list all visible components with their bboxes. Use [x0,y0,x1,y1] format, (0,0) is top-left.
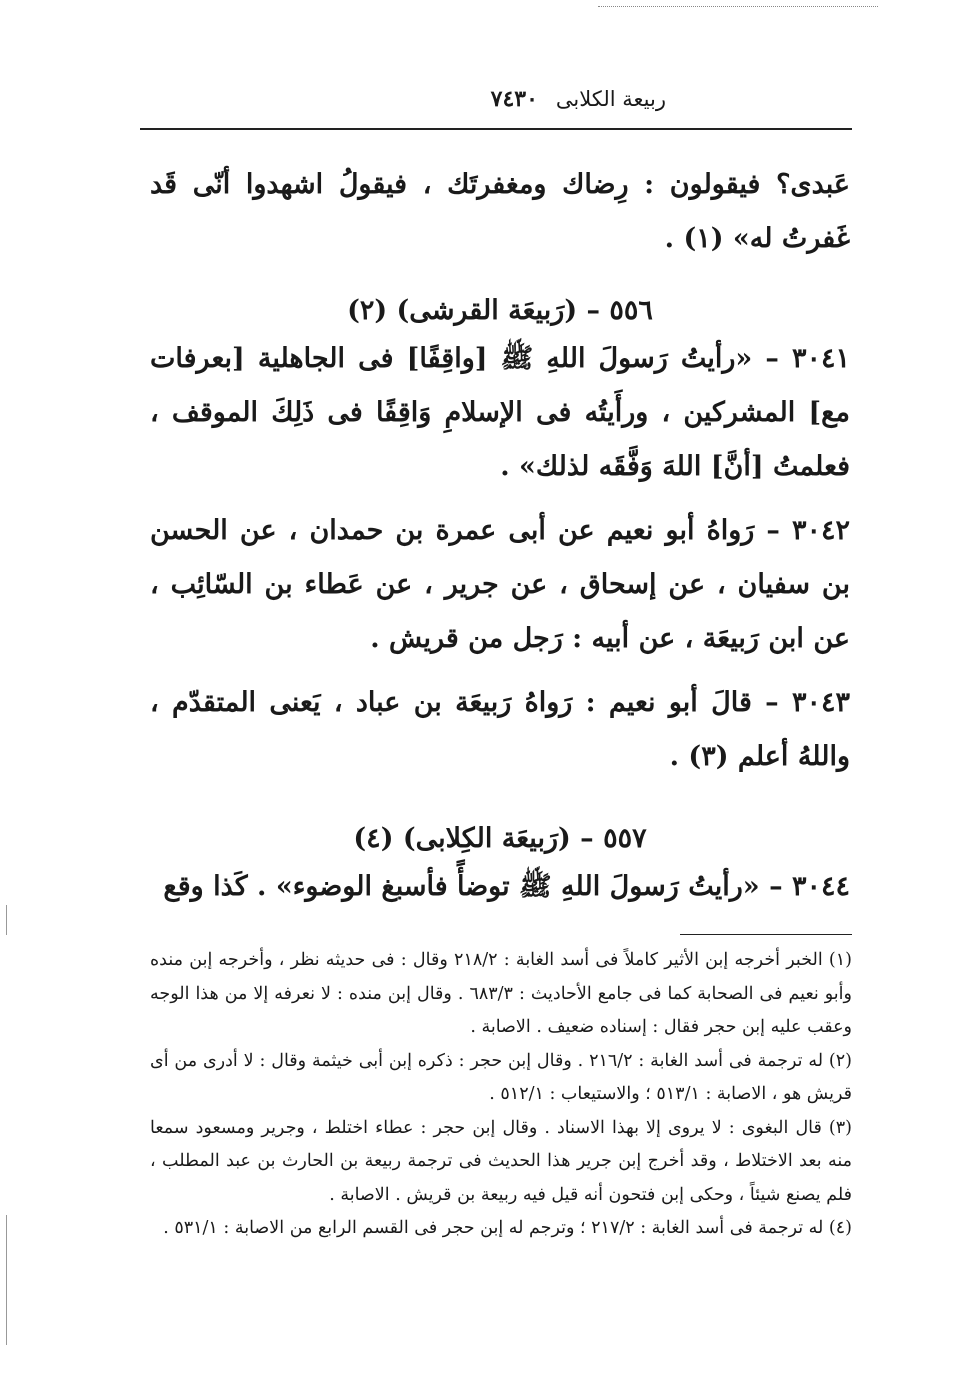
entry-heading-556: ٥٥٦ – (رَبيعَة القرشى) (٢) [347,295,653,326]
page-number: ٧٤٣٠ [490,86,538,112]
page-header [140,86,852,126]
footnote-2: (٢) له ترجمة فى أسد الغابة : ٢١٦/٢ . وقال إبن حجر : ذكره إبن أبى خيثمة وقال : لا أدرى من أى قريش هو ، الاصابة : ٥١٣/١ ؛ والاستيعاب : ٥١٢/١ . [150,1050,852,1104]
hadith-3042: ٣٠٤٢ – رَواهُ أبو نعيم عن أبى عمرة بن حمدان ، عن الحسن بن سفيان ، عن إسحاق ، عن جرير ، عن عَطاء بن السّائِب ، عن ابن رَبيعَة ، عن أبيه : رَجل من قريش . [150,515,850,654]
main-text [150,150,850,914]
margin-mark [6,1215,7,1345]
paragraph-continuation: عَبدى؟ فيقولون : رِضاك ومغفرتَك ، فيقولُ اشهدوا أنّى قَد غَفرتُ له» (١) . [150,169,850,254]
margin-mark [6,905,7,935]
footnotes [150,944,852,1246]
hadith-3043: ٣٠٤٣ – قالَ أبو نعيم : رَواهُ رَبيعَة بن عباد ، يَعنى المتقدّم ، واللهُ أعلم (٣) . [150,687,850,772]
top-dotted-rule [598,6,878,7]
footnote-rule [680,934,852,935]
footnote-1: (١) الخبر أخرجه إبن الأثير كاملاً فى أسد الغابة : ٢١٨/٢ وقال : فى حديثه نظر ، وأخرجه إبن منده وأبو نعيم فى الصحابة كما فى جامع الأحاديث : ٦٨٣/٣ . وقال إبن منده : لا نعرفه إلا من هذا الوجه وعقب عليه إبن حجر فقال : إسناده ضعيف . الاصابة . [150,950,852,1037]
footnote-4: (٤) له ترجمة فى أسد الغابة : ٢١٧/٢ ؛ وترجم له إبن حجر فى القسم الرابع من الاصابة : ٥٣١/١ . [163,1218,852,1238]
header-rule [140,128,852,130]
hadith-3041: ٣٠٤١ – «رأيتُ رَسولَ اللهِ ﷺ [واقِفًا] فى الجاهلية [بعرفات مع] المشركين ، ورأَيتُه فى الإسلامِ وَاقِفًا فى ذَلِكَ الموقف ، فعلمتُ [أنَّ] اللهَ وَفَّقَه لذلك» . [150,343,851,482]
header-row [140,86,852,112]
running-title: ربيعة الكلابى [555,87,666,111]
footnote-3: (٣) قال البغوى : لا يروى إلا بهذا الاسناد . وقال إبن حجر : عطاء اختلط ، وجرير ومسعود سمعا منه بعد الاختلاط ، وقد أخرج إبن جرير هذا الحديث فى ترجمة ربيعة بن الحارث بن عبد المطلب ، فلم يصنع شيئاً ، وحكى إبن فتحون أنه قيل فيه ربيعة بن قريش . الاصابة . [150,1117,852,1205]
entry-heading-557: ٥٥٧ – (رَبيعَة الكِلابى) (٤) [353,823,647,854]
hadith-3044: ٣٠٤٤ – «رأيتُ رَسولَ اللهِ ﷺ توضأً فأسبغ الوضوء» . كَذا وقع [163,871,850,902]
